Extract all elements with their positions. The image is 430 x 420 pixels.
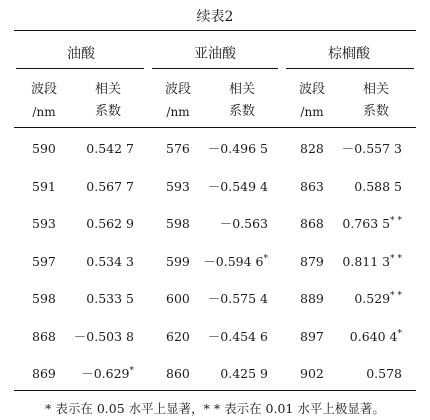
cell-wavelength: 869 bbox=[32, 366, 56, 381]
cell-wavelength: 598 bbox=[166, 216, 190, 231]
cell-wavelength: 598 bbox=[32, 291, 56, 306]
col-header-corr-oleic bbox=[86, 79, 130, 123]
cell-correlation bbox=[302, 254, 402, 272]
cell-correlation bbox=[34, 329, 134, 345]
cell-wavelength: 879 bbox=[300, 253, 324, 269]
col-header-band-linoleic bbox=[156, 79, 200, 123]
cell-correlation bbox=[302, 291, 402, 309]
correlation-value: －0.594 6 bbox=[203, 253, 264, 269]
cell-correlation bbox=[302, 216, 402, 234]
col-header-band-unit: /nm bbox=[300, 105, 324, 119]
col-header-band-palmitic bbox=[290, 79, 334, 123]
correlation-value: 0.588 5 bbox=[354, 178, 402, 194]
top-rule bbox=[14, 30, 416, 31]
correlation-value: 0.567 7 bbox=[86, 178, 134, 194]
cell-wavelength: 620 bbox=[166, 328, 190, 344]
cell-correlation bbox=[168, 254, 268, 272]
cell-correlation bbox=[168, 329, 268, 345]
correlation-value: －0.503 8 bbox=[73, 328, 134, 344]
cell-wavelength: 576 bbox=[166, 141, 190, 156]
cell-wavelength: 600 bbox=[166, 291, 190, 306]
cell-correlation bbox=[168, 141, 268, 157]
col-header-band-unit: /nm bbox=[32, 105, 56, 119]
col-header-corr-linoleic bbox=[220, 79, 264, 123]
cell-correlation bbox=[34, 254, 134, 270]
cell-correlation bbox=[34, 291, 134, 307]
col-header-corr-line2: 系数 bbox=[362, 104, 389, 119]
col-header-corr-line1: 相关 bbox=[94, 82, 121, 97]
group-header-oleic: 油酸 bbox=[67, 46, 95, 62]
correlation-value: 0.425 9 bbox=[220, 366, 268, 381]
col-header-band-unit: /nm bbox=[166, 105, 190, 119]
cell-correlation bbox=[34, 216, 134, 232]
cell-correlation bbox=[168, 291, 268, 307]
table-caption: 续表2 bbox=[196, 9, 234, 25]
cell-wavelength: 599 bbox=[166, 253, 190, 269]
col-header-corr-line1: 相关 bbox=[228, 82, 255, 97]
significance-mark: * * bbox=[390, 216, 402, 226]
cell-correlation bbox=[34, 179, 134, 195]
cell-correlation bbox=[302, 141, 402, 157]
cell-wavelength: 591 bbox=[32, 178, 56, 194]
group-rule-palmitic bbox=[286, 68, 414, 69]
cell-wavelength: 828 bbox=[300, 141, 324, 156]
bottom-rule bbox=[14, 390, 416, 391]
cell-wavelength: 868 bbox=[300, 216, 324, 231]
cell-wavelength: 889 bbox=[300, 291, 324, 306]
col-header-corr-line2: 系数 bbox=[94, 104, 121, 119]
cell-wavelength: 597 bbox=[32, 253, 56, 269]
correlation-value: －0.563 bbox=[219, 216, 268, 231]
correlation-value: 0.562 9 bbox=[86, 216, 134, 231]
table-footnote: * 表示在 0.05 水平上显著，* * 表示在 0.01 水平上极显著。 bbox=[45, 401, 385, 416]
cell-correlation bbox=[34, 366, 134, 384]
col-header-corr-line2: 系数 bbox=[228, 104, 255, 119]
significance-mark: * bbox=[397, 328, 402, 339]
cell-wavelength: 593 bbox=[166, 178, 190, 194]
cell-wavelength: 593 bbox=[32, 216, 56, 231]
header-bottom-rule bbox=[14, 127, 416, 128]
cell-wavelength: 863 bbox=[300, 178, 324, 194]
cell-wavelength: 860 bbox=[166, 366, 190, 381]
col-header-band-label: 波段 bbox=[30, 82, 57, 97]
cell-wavelength: 590 bbox=[32, 141, 56, 156]
cell-correlation bbox=[302, 329, 402, 347]
cell-correlation bbox=[302, 179, 402, 195]
col-header-corr-palmitic bbox=[354, 79, 398, 123]
significance-mark: * * bbox=[390, 291, 402, 301]
cell-wavelength: 902 bbox=[300, 366, 324, 381]
correlation-value: －0.557 3 bbox=[341, 141, 402, 156]
correlation-value: －0.575 4 bbox=[207, 291, 268, 306]
correlation-value: 0.811 3 bbox=[342, 253, 391, 269]
correlation-value: 0.763 5 bbox=[342, 216, 391, 231]
cell-wavelength: 897 bbox=[300, 328, 324, 344]
cell-wavelength: 868 bbox=[32, 328, 56, 344]
group-rule-linoleic bbox=[152, 68, 278, 69]
correlation-value: 0.529 bbox=[354, 291, 391, 306]
significance-mark: * bbox=[263, 253, 268, 264]
significance-mark: * * bbox=[390, 253, 402, 264]
col-header-band-oleic bbox=[22, 79, 66, 123]
correlation-value: －0.549 4 bbox=[207, 178, 268, 194]
correlation-value: 0.533 5 bbox=[86, 291, 134, 306]
cell-correlation bbox=[302, 366, 402, 382]
group-rule-oleic bbox=[16, 68, 144, 69]
correlation-value: －0.454 6 bbox=[207, 328, 268, 344]
group-header-palmitic: 棕榈酸 bbox=[328, 46, 370, 62]
significance-mark: * bbox=[129, 366, 134, 376]
col-header-corr-line1: 相关 bbox=[362, 82, 389, 97]
cell-correlation bbox=[168, 216, 268, 232]
correlation-value: 0.578 bbox=[366, 366, 402, 381]
cell-correlation bbox=[34, 141, 134, 157]
group-header-linoleic: 亚油酸 bbox=[194, 46, 236, 62]
col-header-band-label: 波段 bbox=[164, 82, 191, 97]
correlation-value: 0.542 7 bbox=[86, 141, 134, 156]
correlation-value: 0.640 4 bbox=[349, 328, 398, 344]
cell-correlation bbox=[168, 179, 268, 195]
col-header-band-label: 波段 bbox=[298, 82, 325, 97]
correlation-value: －0.496 5 bbox=[207, 141, 268, 156]
correlation-value: －0.629 bbox=[81, 366, 130, 381]
correlation-value: 0.534 3 bbox=[86, 253, 134, 269]
cell-correlation bbox=[168, 366, 268, 382]
